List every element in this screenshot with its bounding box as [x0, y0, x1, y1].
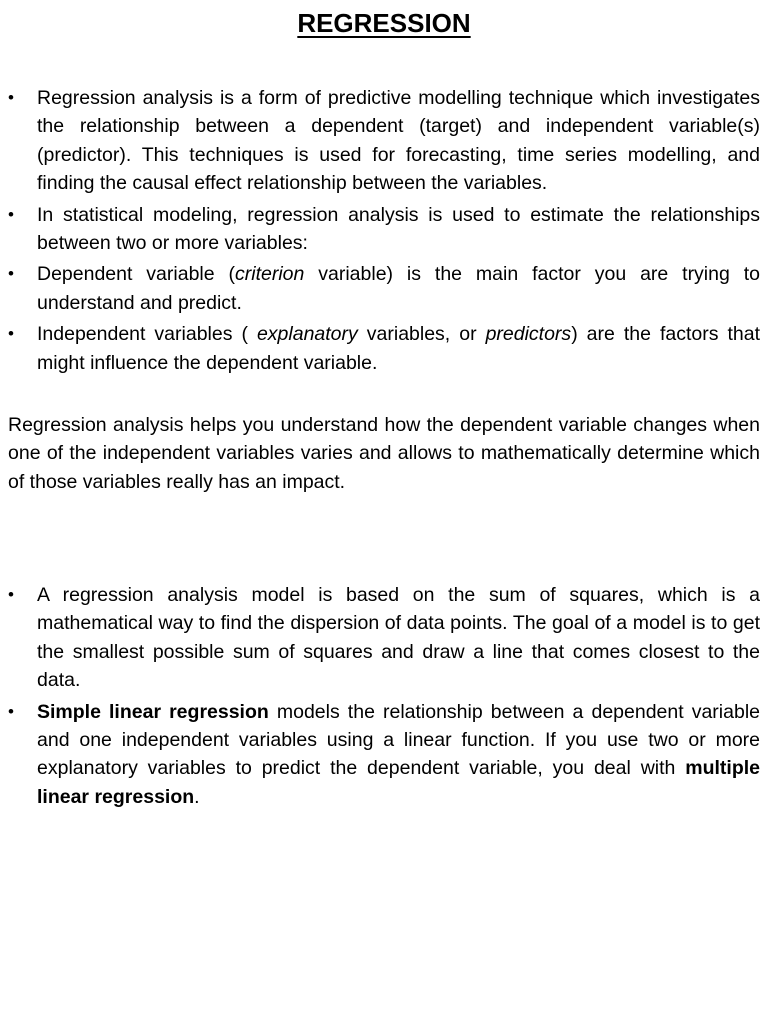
list-item [0, 581, 768, 695]
bullet-text-pre: Independent variables ( [37, 323, 257, 346]
bullet-text-post: variable) is the main factor you are trying to understand and predict. [37, 263, 760, 314]
top-bullet-list [0, 84, 768, 377]
bullet-icon: • [8, 88, 14, 107]
bullet-text-post: . [194, 785, 200, 808]
list-item [0, 260, 768, 317]
bottom-bullet-list [0, 581, 768, 811]
bullet-text-bold: multiple linear regression [37, 757, 760, 808]
summary-paragraph: Regression analysis helps you understand how the dependent variable changes when one of the independent variables varies and allows to mathematically determine which of those variables really has an impact. [8, 414, 760, 493]
bullet-text-mid: variables, or [357, 323, 486, 346]
bullet-text: In statistical modeling, regression analysis is used to estimate the relationships between two or more variables: [37, 203, 760, 255]
bullet-icon: • [8, 324, 14, 344]
page-title: REGRESSION [297, 8, 471, 38]
list-item [0, 84, 768, 198]
bullet-text-post: ) are the factors that might influence the dependent variable. [37, 323, 760, 374]
list-item [0, 698, 768, 812]
bullet-text-pre: Dependent variable ( [37, 263, 235, 286]
bullet-text: Regression analysis is a form of predictive modelling technique which investigates the relationship between a dependent (target) and independent variable(s) (predictor). This techniques is used for forecasting, time series modelling, and finding the causal effect relationship between the variables. [37, 87, 760, 195]
bullet-text-mid: models the relationship between a dependent variable and one independent variables using a linear function. If you use two or more explanatory variables to predict the dependent variable, you deal with [37, 700, 761, 780]
bullet-text-emphasis: criterion [235, 263, 305, 286]
bullet-text-emphasis: explanatory [256, 323, 358, 346]
bullet-text-bold: Simple linear regression [37, 700, 269, 723]
bullet-text-emphasis: predictors [485, 323, 572, 346]
bullet-icon: • [8, 585, 14, 604]
bullet-icon: • [8, 264, 14, 284]
list-item [0, 201, 768, 258]
bullet-text: A regression analysis model is based on the sum of squares, which is a mathematical way to find the dispersion of data points. The goal of a model is to get the smallest possible sum of squares and draw a line that comes closest to the data. [37, 584, 760, 692]
list-item [0, 320, 768, 377]
bullet-icon: • [8, 701, 14, 721]
bullet-icon: • [8, 204, 14, 224]
